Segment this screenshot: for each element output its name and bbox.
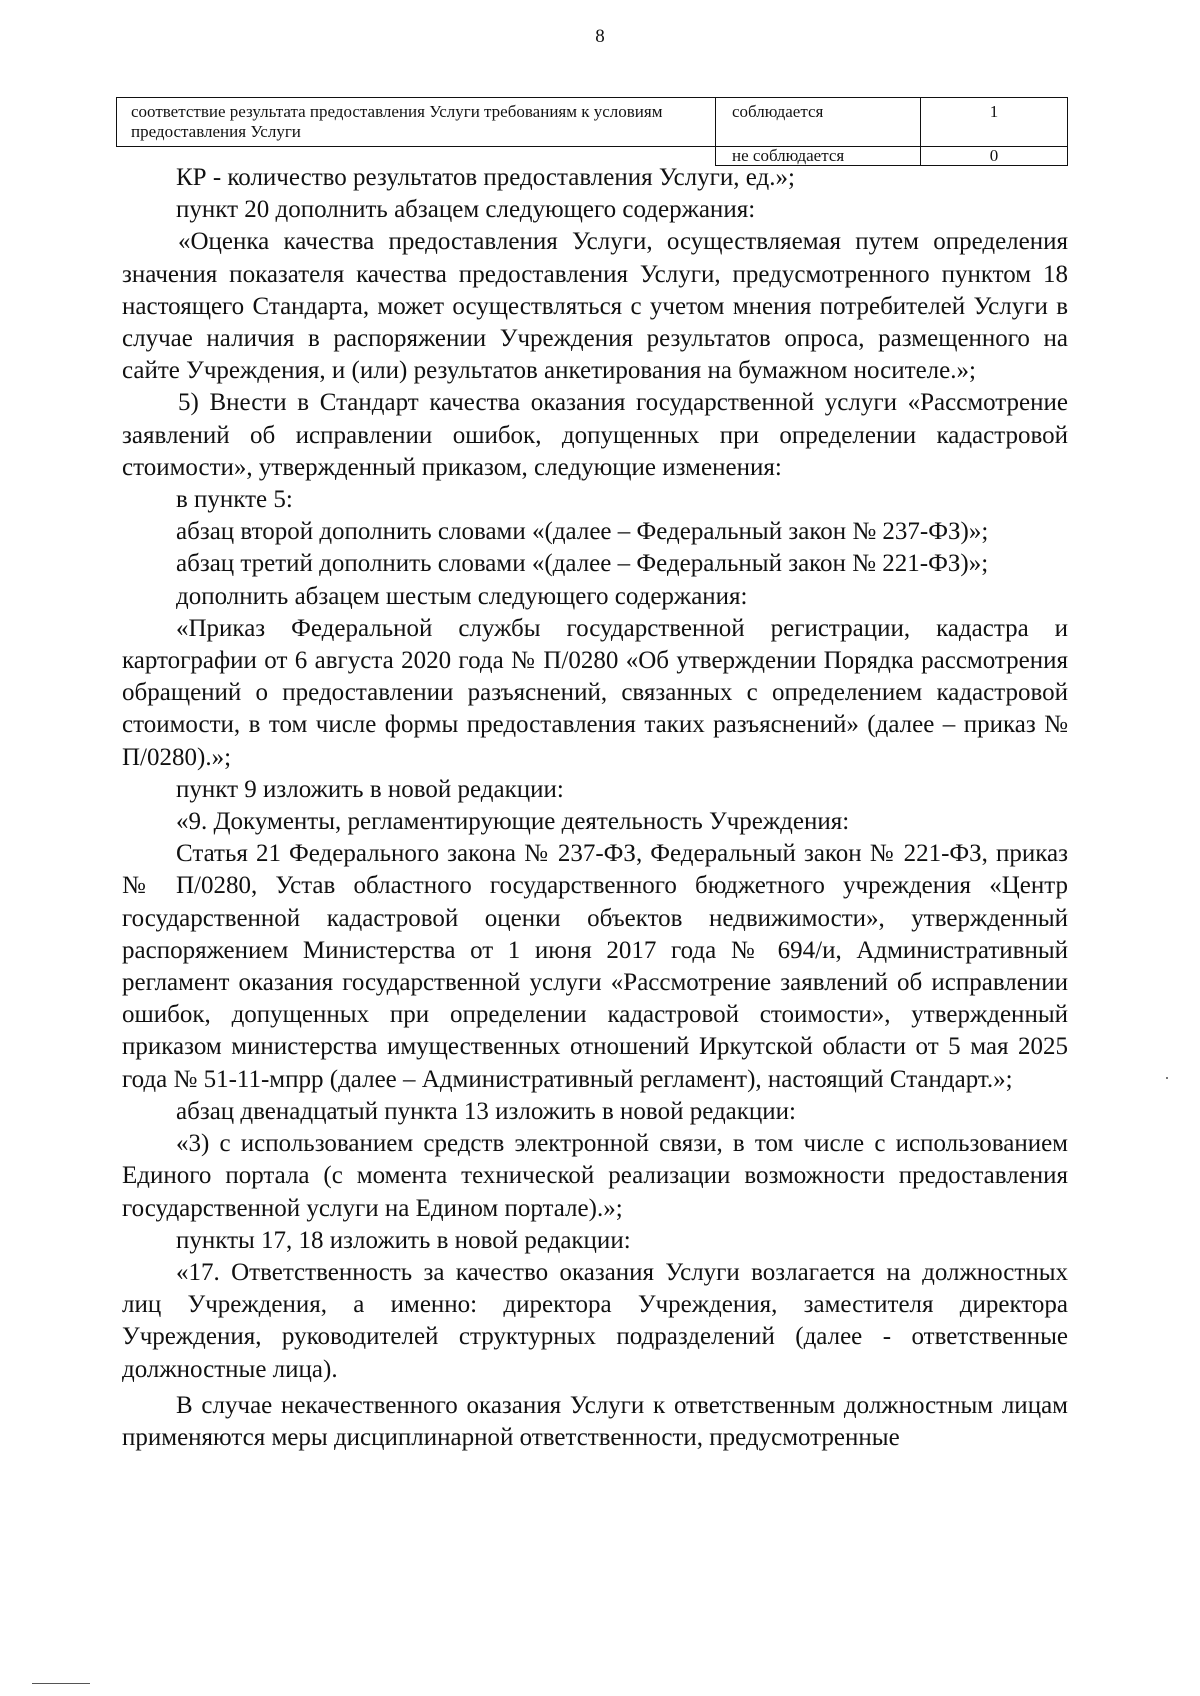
paragraph-point-13: абзац двенадцатый пункта 13 изложить в новой редакции:	[176, 1097, 797, 1125]
paragraph-add-sixth: дополнить абзацем шестым следующего содержания:	[176, 582, 748, 610]
result-criteria-table	[116, 97, 1068, 166]
scan-artifact-dot	[1166, 1077, 1168, 1079]
paragraph-documents-heading: «9. Документы, регламентирующие деятельность Учреждения:	[176, 808, 850, 836]
paragraph-responsibility: «17. Ответственность за качество оказания Услуги возлагается на должностных лиц Учреждения, а именно: директора Учреждения, заместителя директора Учреждения, руководителей структурных подразделений (далее - ответственные должностные лица).	[122, 1258, 1068, 1383]
document-body	[122, 162, 1068, 1454]
paragraph-electronic-means: «3) с использованием средств электронной связи, в том числе с использованием Единого портала (с момента технической реализации возможности предоставления государственной услуги на Едином портале).»;	[122, 1130, 1068, 1222]
paragraph-documents-list: Статья 21 Федерального закона № 237-ФЗ, Федеральный закон № 221-ФЗ, приказ № П/0280, Устав областного государственного бюджетного учреждения «Центр государственной кадастровой оценки объектов недвижимости», утвержденный распоряжением Министерства от 1 июня 2017 года № 694/и, Административный регламент оказания государственной услуги «Рассмотрение заявлений об исправлении ошибок, допущенных при определении кадастровой стоимости», утвержденный приказом министерства имущественных отношений Иркутской области от 5 мая 2025 года № 51-11-мпрр (далее – Административный регламент), настоящий Стандарт.»;	[122, 840, 1068, 1093]
value-cell: 0	[921, 147, 1068, 166]
paragraph-order-rosreestr: «Приказ Федеральной службы государственной регистрации, кадастра и картографии от 6 августа 2020 года № П/0280 «Об утверждении Порядка рассмотрения обращений о предоставлении разъяснений, связанных с определением кадастровой стоимости, в том числе формы предоставления таких разъяснений» (далее – приказ № П/0280).»;	[122, 614, 1068, 771]
state-cell: соблюдается	[716, 98, 921, 147]
criterion-cell: соответствие результата предоставления Услуги требованиям к условиям предоставления Услуги	[117, 98, 716, 147]
page-number: 8	[595, 26, 605, 47]
paragraph-points-17-18: пункты 17, 18 изложить в новой редакции:	[176, 1226, 631, 1254]
value-cell: 1	[921, 98, 1068, 147]
paragraph-point-20: пункт 20 дополнить абзацем следующего содержания:	[176, 196, 756, 224]
paragraph-kr-definition: КР - количество результатов предоставления Услуги, ед.»;	[176, 164, 795, 191]
paragraph-abzac-third: абзац третий дополнить словами «(далее – Федеральный закон № 221-ФЗ)»;	[176, 550, 989, 578]
scan-artifact-line	[32, 1683, 90, 1684]
paragraph-in-point-5: в пункте 5:	[176, 486, 293, 514]
paragraph-abzac-second: абзац второй дополнить словами «(далее – Федеральный закон № 237-ФЗ)»;	[176, 518, 989, 546]
state-cell: не соблюдается	[716, 147, 921, 166]
paragraph-item-5: 5) Внести в Стандарт качества оказания государственной услуги «Рассмотрение заявлений об исправлении ошибок, допущенных при определении кадастровой стоимости», утвержденный приказом, следующие изменения:	[122, 389, 1068, 481]
table-row	[117, 98, 1068, 147]
paragraph-disciplinary: В случае некачественного оказания Услуги к ответственным должностным лицам применяются меры дисциплинарной ответственности, предусмотренные	[122, 1391, 1068, 1451]
paragraph-quality-assessment: «Оценка качества предоставления Услуги, осуществляемая путем определения значения показателя качества предоставления Услуги, предусмотренного пунктом 18 настоящего Стандарта, может осуществляться с учетом мнения потребителей Услуги в случае наличия в распоряжении Учреждения результатов опроса, размещенного на сайте Учреждения, и (или) результатов анкетирования на бумажном носителе.»;	[122, 228, 1068, 385]
paragraph-point-9: пункт 9 изложить в новой редакции:	[176, 775, 564, 803]
